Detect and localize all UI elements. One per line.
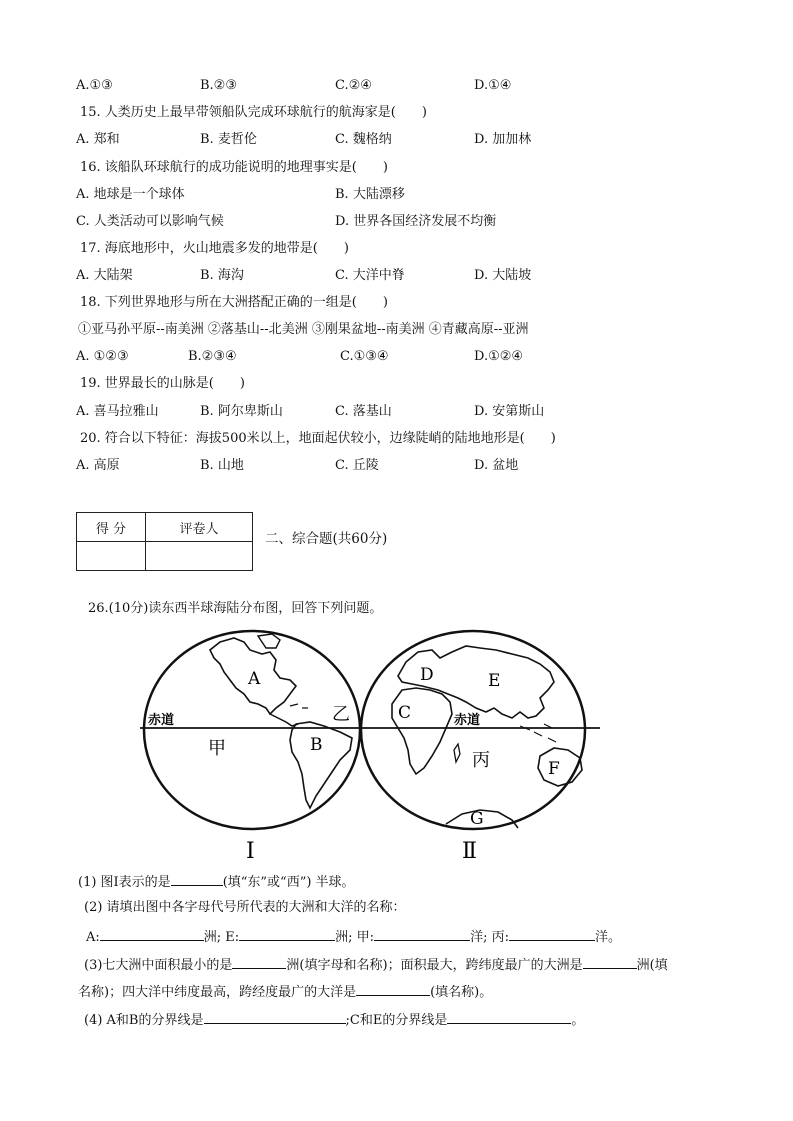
answer-blank-largest-continent[interactable] <box>583 954 637 969</box>
q15-stem: 15. 人类历史上最早带领船队完成环球航行的航海家是( ) <box>80 105 427 120</box>
q18-stem: 18. 下列世界地形与所在大洲搭配正确的一组是( ) <box>80 295 388 310</box>
map-label-c: C <box>398 703 412 723</box>
q26-part4-a: (4) A和B的分界线是 <box>84 1013 204 1028</box>
q17-option-d: D. 大陆坡 <box>474 268 532 283</box>
q14-option-c: C.②④ <box>335 78 372 93</box>
q26-part3-a: (3)七大洲中面积最小的是 <box>84 958 233 973</box>
q26-part1-prefix: (1) 图Ⅰ表示的是 <box>78 875 171 890</box>
grader-header: 评卷人 <box>146 513 253 542</box>
q26-part3-line2 <box>78 981 492 1002</box>
q20-option-d: D. 盆地 <box>474 458 519 473</box>
q26-part3-line1 <box>84 954 668 975</box>
answer-blank-jia[interactable] <box>374 926 470 941</box>
q26-part4-c: 。 <box>571 1013 585 1028</box>
q20-option-c: C. 丘陵 <box>335 458 379 473</box>
hemispheres-map <box>140 628 600 860</box>
fill-a-label: A: <box>86 930 100 945</box>
roman-label-i: Ⅰ <box>246 839 255 860</box>
answer-blank-a[interactable] <box>100 926 204 941</box>
q15-option-d: D. 加加林 <box>474 132 532 147</box>
q16-option-d: D. 世界各国经济发展不均衡 <box>335 214 497 229</box>
answer-blank-hemisphere[interactable] <box>171 871 223 886</box>
q26-part2-fill <box>86 926 621 947</box>
score-cell[interactable] <box>77 542 146 571</box>
map-label-e: E <box>488 671 501 691</box>
q19-option-d: D. 安第斯山 <box>474 404 545 419</box>
q19-option-b: B. 阿尔卑斯山 <box>200 404 283 419</box>
roman-label-ii: Ⅱ <box>462 839 477 860</box>
q18-option-d: D.①②④ <box>474 349 524 364</box>
map-label-jia: 甲 <box>208 738 226 759</box>
score-table <box>76 512 253 571</box>
map-label-yi: 乙 <box>332 704 350 725</box>
q18-items: ①亚马孙平原--南美洲 ②落基山--北美洲 ③刚果盆地--南美洲 ④青藏高原--亚洲 <box>78 322 529 337</box>
map-label-b: B <box>310 735 323 755</box>
q14-option-b: B.②③ <box>200 78 237 93</box>
q14-option-d: D.①④ <box>474 78 512 93</box>
grader-cell[interactable] <box>146 542 253 571</box>
answer-blank-smallest-continent[interactable] <box>232 954 286 969</box>
answer-blank-e[interactable] <box>239 926 335 941</box>
map-label-bing: 丙 <box>472 750 490 771</box>
q18-option-a: A. ①②③ <box>76 349 129 364</box>
q20-option-a: A. 高原 <box>76 458 120 473</box>
q17-option-b: B. 海沟 <box>200 268 244 283</box>
map-label-g: G <box>470 809 484 829</box>
map-label-a: A <box>248 669 261 689</box>
q26-part4-b: ;C和E的分界线是 <box>345 1013 448 1028</box>
q26-part3-c: 洲(填 <box>636 958 668 973</box>
q26-part3-b: 洲(填字母和名称)；面积最大，跨纬度最广的大洲是 <box>286 958 583 973</box>
section-title: 二、综合题(共60分) <box>265 531 388 547</box>
q15-option-b: B. 麦哲伦 <box>200 132 257 147</box>
fill-bing-label: 洋; 丙: <box>470 930 509 945</box>
q19-stem: 19. 世界最长的山脉是( ) <box>80 376 245 391</box>
q19-option-c: C. 落基山 <box>335 404 392 419</box>
fill-jia-label: 洲; 甲: <box>335 930 375 945</box>
q26-stem: 26.(10分)读东西半球海陆分布图，回答下列问题。 <box>88 601 383 616</box>
q20-option-b: B. 山地 <box>200 458 244 473</box>
q15-option-c: C. 魏格纳 <box>335 132 392 147</box>
q16-option-c: C. 人类活动可以影响气候 <box>76 214 224 229</box>
q18-option-b: B.②③④ <box>188 349 237 364</box>
q26-part4 <box>84 1009 584 1030</box>
q18-option-c: C.①③④ <box>340 349 389 364</box>
q16-option-a: A. 地球是一个球体 <box>76 187 185 202</box>
score-header: 得 分 <box>77 513 146 542</box>
q26-part3-d: 名称)；四大洋中纬度最高，跨经度最广的大洋是 <box>78 985 357 1000</box>
q17-stem: 17. 海底地形中，火山地震多发的地带是( ) <box>80 241 349 256</box>
answer-blank-ab-boundary[interactable] <box>204 1009 346 1024</box>
fill-end: 洋。 <box>594 930 621 945</box>
q20-stem: 20. 符合以下特征：海拔500米以上，地面起伏较小，边缘陡峭的陆地地形是( ) <box>80 431 556 446</box>
q14-option-a: A.①③ <box>76 78 113 93</box>
q19-option-a: A. 喜马拉雅山 <box>76 404 159 419</box>
fill-e-label: 洲; E: <box>203 930 240 945</box>
q26-part2-stem: (2) 请填出图中各字母代号所代表的大洲和大洋的名称： <box>84 900 406 915</box>
q15-option-a: A. 郑和 <box>76 132 120 147</box>
map-label-d: D <box>420 665 434 685</box>
map-label-f: F <box>548 759 560 779</box>
q26-part3-e: (填名称)。 <box>430 985 493 1000</box>
q17-option-a: A. 大陆架 <box>76 268 133 283</box>
q16-option-b: B. 大陆漂移 <box>335 187 405 202</box>
eastern-hemisphere-outline <box>361 631 585 829</box>
q26-part1-suffix: (填“东”或“西”) 半球。 <box>222 875 355 890</box>
answer-blank-ce-boundary[interactable] <box>447 1009 571 1024</box>
q17-option-c: C. 大洋中脊 <box>335 268 405 283</box>
equator-label-left: 赤道 <box>148 713 175 728</box>
answer-blank-ocean[interactable] <box>356 981 430 996</box>
q16-stem: 16. 该船队环球航行的成功能说明的地理事实是( ) <box>80 160 388 175</box>
q26-part1 <box>78 871 355 892</box>
equator-label-right: 赤道 <box>454 713 481 728</box>
answer-blank-bing[interactable] <box>509 926 595 941</box>
western-hemisphere-outline <box>144 631 360 829</box>
